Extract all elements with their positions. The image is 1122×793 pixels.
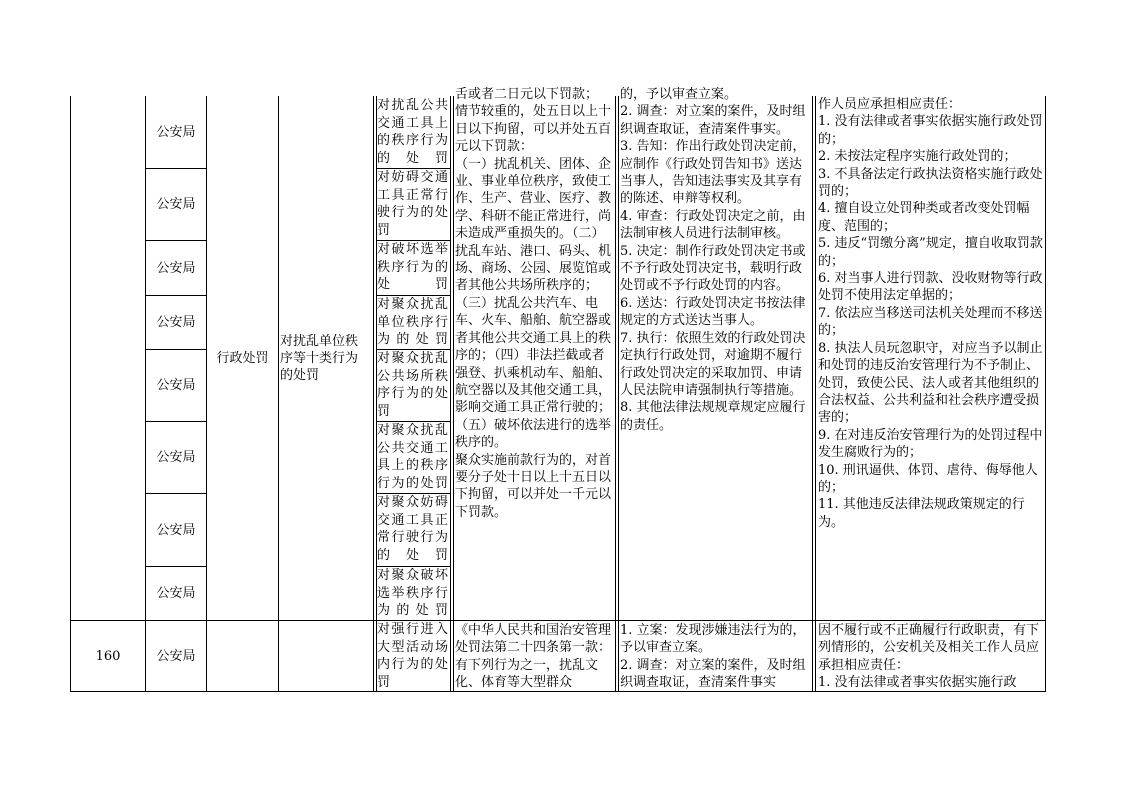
row-number: 160 [95,648,121,664]
subitem-text: 对扰乱公共交通工具上的秩序行为的处罚 [377,98,449,166]
subitem-text: 对强行进入大型活动场内行为的处罚 [377,622,449,690]
column-divider [618,96,619,692]
table-border-bottom [70,691,1046,692]
legal-basis-text: 舌或者二日元以下罚款； 情节较重的，处五日以上十日以下拘留，可以并处五百元以下罚款： （一）扰乱机关、团体、企业、事业单位秩序，致使工作、生产、营业、医疗、教学、科研不能正常进行，尚未造成严重损失的。（二）扰乱车站、港口、码头、机场、商场、公园、展览馆或者其他公共场所秩序的；（三）扰乱公共汽车、电车、火车、船舶、航空器或者其他公共交通工具上的秩序的；（四）非法拦截或者强登、扒乘机动车、船舶、航空器以及其他交通工具，影响交通工具正常行驶的；（五）破坏依法进行的选举秩序的。 聚众实施前款行为的，对首要分子处十日以上十五日以下拘留，可以并处一千元以下罚款。 [455,87,612,520]
liability-text: 作人员应承担相应责任： 1. 没有法律或者事实依据实施行政处罚的； 2. 未按法定程序实施行政处罚的； 3. 不具备法定行政执法资格实施行政处罚的； 4. 擅自设立处罚种类或者改变处罚幅度、范围的； 5. 违反“罚缴分离”规定，擅自收取罚款的； 6. 对当事人进行罚款、没收财物等行政处罚不使用法定单据的； 7. 依法应当移送司法机关处理而不移送的； 8. 执法人员玩忽职守，对应当予以制止和处罚的违反治安管理行为不予制止、处罚，致使公民、法人或者其他组织的合法权益、公共利益和社会秩序遭受损害的； 9. 在对违反治安管理行为的处罚过程中发生腐败行为的； 10. 刑讯逼供、体罚、虐待、侮辱他人的； 11. 其他违反法律法规政策规定的行为。 [818,97,1043,530]
subitem-text: 对破坏选举秩序行为的处罚 [377,242,449,292]
department-cell: 公安局 [156,260,196,276]
subitem-text: 对聚众扰乱公共交通工具上的秩序行为的处罚 [377,423,449,491]
power-type-cell: 行政处罚 [216,350,269,366]
subitem-box-right [450,96,451,692]
subitem-text: 对聚众破坏选举秩序行为的处罚 [377,568,449,618]
subitem-text: 对聚众妨碍交通工具正常行驶行为的处罚 [377,495,449,563]
table-border-left [70,96,71,692]
department-cell: 公安局 [156,124,196,140]
subitem-text: 对妨碍交通工具正常行驶行为的处罚 [377,170,449,238]
process-text: 的，予以审查立案。 2. 调查：对立案的案件，及时组织调查取证，查清案件事实。 3. 告知：作出行政处罚决定前，应制作《行政处罚告知书》送达当事人，告知违法事实及其享有的陈述、申辩等权利。 4. 审查：行政处罚决定之前，由法制审核人员进行法制审核。 5. 决定：制作行政处罚决定书或不予行政处罚决定书，载明行政处罚或不予行政处罚的内容。 6. 送达：行政处罚决定书按法律规定的方式送达当事人。 7. 执行：依照生效的行政处罚决定执行行政处罚，对逾期不履行行政处罚决定的采取加罚、申请人民法院申请强制执行等措施。 8. 其他法律法规规章规定应履行的责任。 [620,87,806,433]
liability-text: 因不履行或不正确履行行政职责，有下列情形的，公安机关及相关工作人员应承担相应责任： 1. 没有法律或者事实依据实施行政 [818,623,1040,691]
department-cell: 公安局 [156,378,196,393]
column-divider [812,96,813,692]
column-divider [373,96,374,692]
department-cell: 公安局 [156,522,196,538]
subitem-text: 对聚众扰乱单位秩序行为的处罚 [377,297,449,347]
department-cell: 公安局 [156,197,196,212]
department-cell: 公安局 [156,450,196,465]
power-name-cell [280,96,372,620]
department-cell: 公安局 [156,648,196,664]
column-divider [615,96,616,692]
column-divider [278,96,279,692]
table-border-right [1045,96,1046,692]
department-cell: 公安局 [156,586,196,601]
department-cell: 公安局 [156,315,196,330]
legal-basis-text: 《中华人民共和国治安管理处罚法第二十四条第一款：有下列行为之一，扰乱文化、体育等大型群众 [455,623,612,691]
process-text: 1. 立案：发现涉嫌违法行为的，予以审查立案。 2. 调查：对立案的案件，及时组织调查取证，查清案件事实 [620,623,806,691]
group-divider [70,620,1046,621]
column-divider [815,96,816,692]
column-divider [453,96,454,692]
subitem-text: 对聚众扰乱公共场所秩序行为的处罚 [377,351,449,419]
power-name-text: 对扰乱单位秩序等十类行为的处罚 [280,333,359,383]
